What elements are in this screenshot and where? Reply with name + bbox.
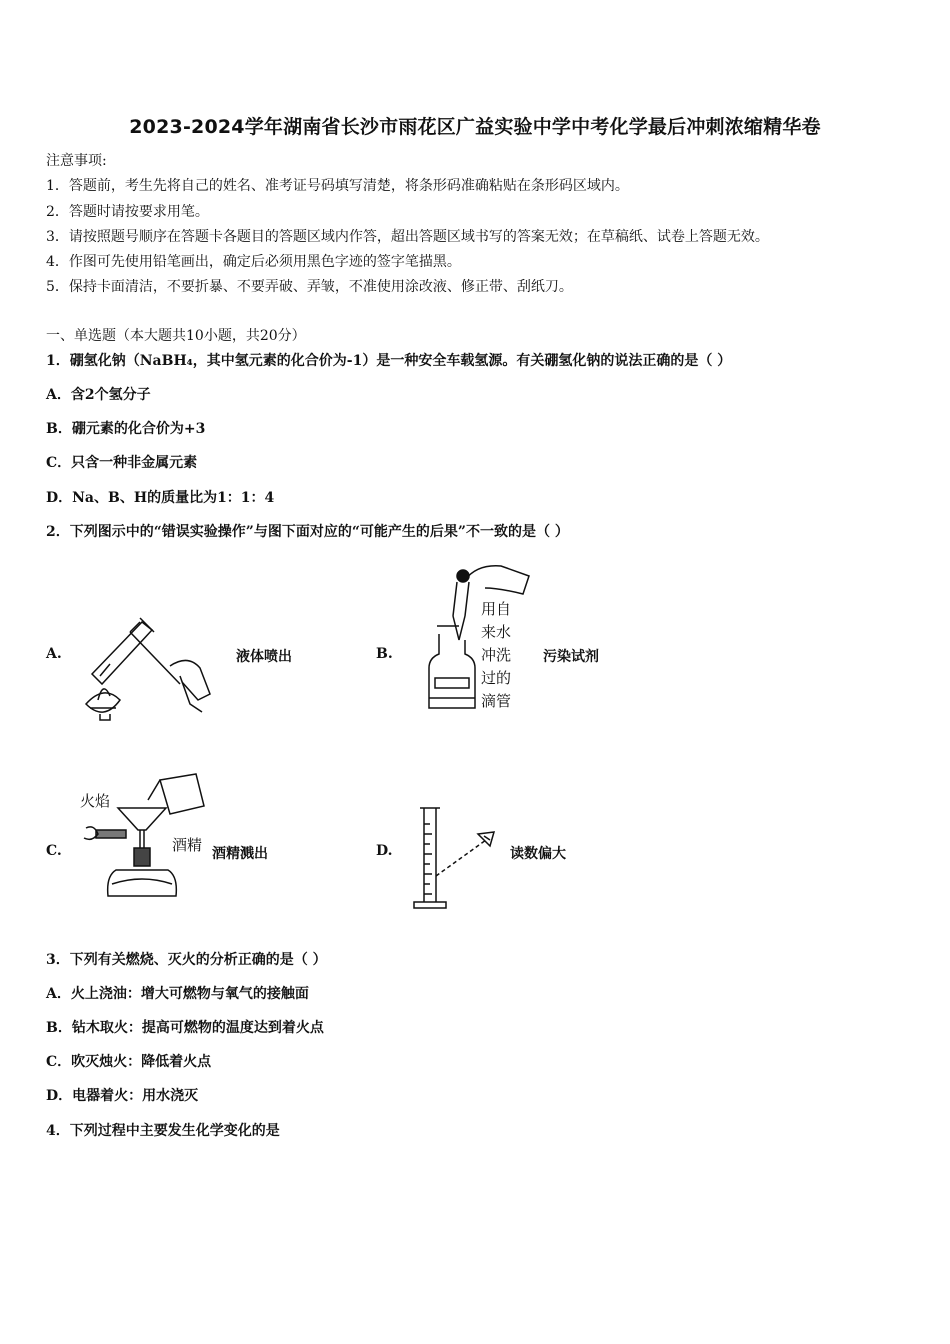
- fig-b-letter: B.: [376, 646, 393, 662]
- fig-b-label-3: 冲洗: [481, 646, 512, 664]
- fig-b-label-5: 滴管: [481, 692, 512, 710]
- q1-stem: 1．硼氢化钠（NaBH₄，其中氢元素的化合价为-1）是一种安全车载氢源。有关硼氢化钠的说法正确的是（ ）: [46, 353, 732, 369]
- fig-d-letter: D.: [376, 843, 393, 859]
- q3-option-c: C．吹灭烛火：降低着火点: [46, 1054, 212, 1070]
- q1-option-d: D．Na、B、H的质量比为1：1：4: [46, 490, 275, 506]
- q3-option-d: D．电器着火：用水浇灭: [46, 1088, 199, 1104]
- q1-option-a: A．含2个氢分子: [46, 387, 151, 403]
- alcohol-lamp-funnel-figure: [76, 770, 216, 918]
- q1-option-b: B．硼元素的化合价为+3: [46, 421, 206, 437]
- fig-b-caption: 污染试剂: [543, 649, 599, 665]
- notice-item-3: 3．请按照题号顺序在答题卡各题目的答题区域内作答，超出答题区域书写的答案无效；在草稿纸、试卷上答题无效。: [46, 229, 769, 245]
- fig-c-caption: 酒精溅出: [212, 846, 268, 862]
- fig-c-label-flame: 火焰: [80, 792, 111, 810]
- q2-stem: 2．下列图示中的“错误实验操作”与图下面对应的“可能产生的后果”不一致的是（ ）: [46, 524, 569, 540]
- notice-item-1: 1．答题前，考生先将自己的姓名、准考证号码填写清楚，将条形码准确粘贴在条形码区域内。: [46, 178, 629, 194]
- page-title: 2023-2024学年湖南省长沙市雨花区广益实验中学中考化学最后冲刺浓缩精华卷: [129, 116, 821, 138]
- fig-b-label-1: 用自: [481, 600, 512, 618]
- notice-item-2: 2．答题时请按要求用笔。: [46, 204, 209, 220]
- graduated-cylinder-figure: [408, 804, 508, 914]
- fig-b-label-2: 来水: [481, 623, 512, 641]
- fig-a-letter: A.: [46, 646, 62, 662]
- notice-heading: 注意事项:: [46, 153, 107, 169]
- fig-d-caption: 读数偏大: [510, 846, 566, 862]
- fig-b-label-4: 过的: [481, 669, 512, 687]
- q3-option-b: B．钻木取火：提高可燃物的温度达到着火点: [46, 1020, 324, 1036]
- notice-item-4: 4．作图可先使用铅笔画出，确定后必须用黑色字迹的签字笔描黑。: [46, 254, 461, 270]
- section-heading: 一、单选题（本大题共10小题，共20分）: [46, 328, 306, 344]
- fig-c-label-alcohol: 酒精: [172, 836, 203, 854]
- q3-stem: 3．下列有关燃烧、灭火的分析正确的是（ ）: [46, 952, 327, 968]
- notice-item-5: 5．保持卡面清洁，不要折暴、不要弄破、弄皱，不准使用涂改液、修正带、刮纸刀。: [46, 279, 573, 295]
- q1-option-c: C．只含一种非金属元素: [46, 455, 198, 471]
- reagent-bottle-dropper-figure: [415, 558, 535, 718]
- heated-test-tube-figure: [70, 604, 220, 722]
- fig-c-letter: C.: [46, 843, 62, 859]
- q3-option-a: A．火上浇油：增大可燃物与氧气的接触面: [46, 986, 309, 1002]
- fig-a-caption: 液体喷出: [236, 649, 292, 665]
- q4-stem: 4．下列过程中主要发生化学变化的是: [46, 1123, 280, 1139]
